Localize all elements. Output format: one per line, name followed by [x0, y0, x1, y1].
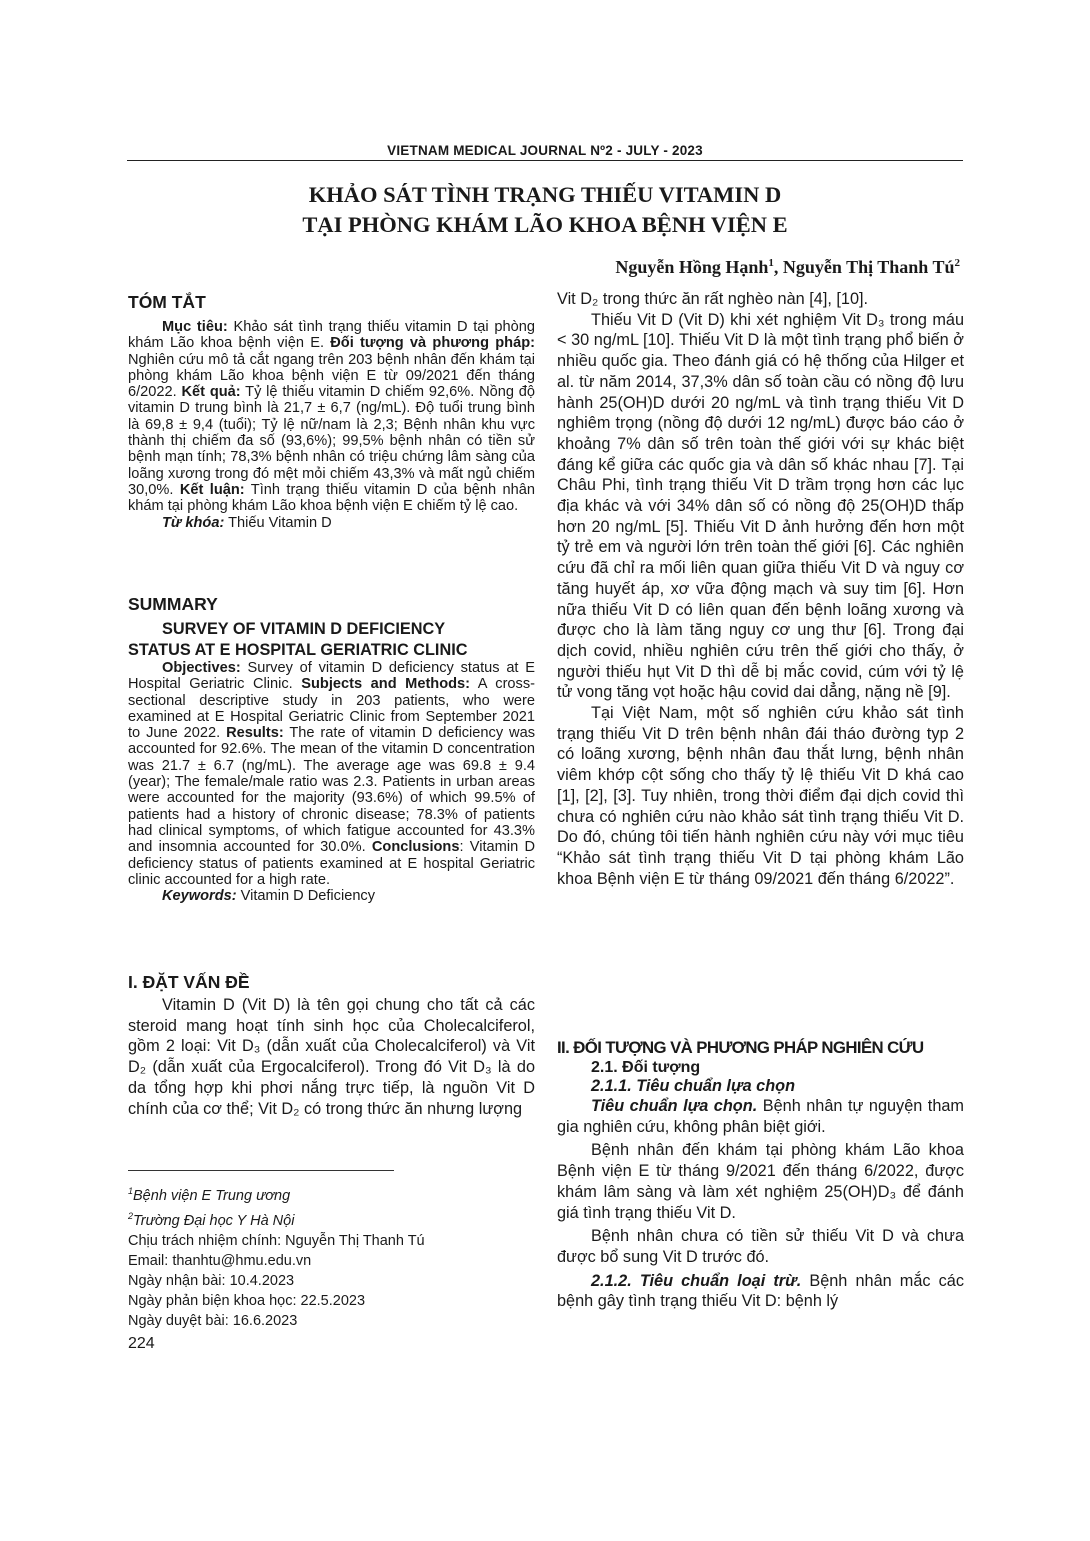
reviewed-date: Ngày phản biện khoa học: 22.5.2023 — [128, 1292, 366, 1309]
author-1: Nguyễn Hồng Hạnh — [615, 257, 769, 277]
keywords-vi-label: Từ khóa: — [162, 514, 225, 531]
keywords-vi — [128, 515, 535, 531]
authors — [615, 257, 960, 278]
affiliation-1-text: Bệnh viện E Trung ương — [133, 1187, 291, 1204]
abstract-vi-body — [128, 319, 535, 515]
methods-text: Nghiên cứu mô tả cắt ngang trên 203 bệnh nhân đến khám tại phòng khám Lão khoa bệnh viện E từ 09/2021 đến tháng 6/2022. — [128, 351, 535, 401]
keywords-en-text: Vitamin D Deficiency — [236, 888, 376, 905]
section-2-paragraph-2: Bệnh nhân đến khám tại phòng khám Lão khoa Bệnh viện E từ tháng 9/2021 đến tháng 6/2022, được khám lâm sàng và làm xét nghiệm 25(OH)D₃ để đánh giá tình trạng thiếu Vit D. — [557, 1141, 964, 1222]
conclusion-label: Kết luận: — [179, 481, 245, 498]
summary-title-line-1: SURVEY OF VITAMIN D DEFICIENCY — [162, 620, 446, 638]
results-en-label: Results: — [226, 725, 284, 742]
section-2-heading: II. ĐỐI TƯỢNG VÀ PHƯƠNG PHÁP NGHIÊN CỨU — [557, 1038, 924, 1057]
inclusion-text: Bệnh nhân tự nguyện tham gia nghiên cứu, không phân biệt giới. — [557, 1097, 964, 1136]
author-2: Nguyễn Thị Thanh Tú — [782, 257, 955, 277]
subjects-methods-label: Subjects and Methods: — [301, 676, 471, 693]
affiliation-2 — [128, 1206, 535, 1231]
affiliation-1 — [128, 1181, 535, 1206]
abstract-heading: TÓM TẮT — [128, 292, 206, 312]
affiliation-2-text: Trường Đại học Y Hà Nội — [133, 1212, 295, 1229]
author-1-affiliation: 1 — [768, 257, 774, 269]
keywords-en-label: Keywords: — [162, 888, 237, 905]
section-1-paragraph-3: Tại Việt Nam, một số nghiên cứu khảo sát tình trạng thiếu Vit D trên bệnh nhân đái tháo đường typ 2 có loãng xương, bệnh nhân đau thắt lưng, bệnh nhân viêm khớp cột sống cho thấy tỷ lệ thiếu Vit D khá cao [1], [2], [3]. Tuy nhiên, trong thời điểm đại dịch covid thì chưa có nghiên cứu nào khảo sát tình trạng thiếu Vit D. Do đó, chúng tôi tiến hành nghiên cứu này với mục tiêu “Khảo sát tình trạng thiếu Vit D tại phòng khám Lão khoa Bệnh viện E từ tháng 09/2021 đến tháng 6/2022”. — [557, 704, 964, 888]
received-date: Ngày nhận bài: 10.4.2023 — [128, 1272, 295, 1289]
paper-title — [0, 180, 1090, 240]
subsection-2-1-1: 2.1.1. Tiêu chuẩn lựa chọn — [591, 1077, 796, 1095]
objective-text: Khảo sát tình trạng thiếu vitamin D tại phòng khám Lão khoa bệnh viện E. — [128, 319, 535, 352]
section-2 — [557, 1038, 964, 1312]
abstract-english — [128, 594, 535, 904]
objectives-text: Survey of vitamin D deficiency status at E Hospital Geriatric Clinic. — [128, 660, 535, 693]
author-2-affiliation: 2 — [954, 257, 960, 269]
accepted-date: Ngày duyệt bài: 16.6.2023 — [128, 1312, 298, 1329]
header-rule — [127, 160, 963, 161]
keywords-en — [128, 888, 535, 904]
section-2-paragraph-4 — [557, 1271, 964, 1312]
abstract-vietnamese — [128, 292, 535, 531]
results-en-text: The rate of vitamin D deficiency was accounted for 92.6%. The mean of the vitamin D concentration was 21.7 ± 6.7 (ng/mL). The average age was 69.8 ± 9.4 (year); The female/male ratio was 2.3. Patients in urban areas were accounted for the majority (93.6%) of which 99.5% of patients had a history of chronic disease; 78.3% of patients had clinical symptoms, of which fatigue accounted for 43.3% and insomnia accounted for 30.0%. — [128, 725, 535, 856]
footnotes — [128, 1181, 535, 1331]
affiliation-1-marker: 1 — [128, 1186, 134, 1196]
footnote-rule — [128, 1170, 394, 1171]
keywords-vi-text: Thiếu Vitamin D — [224, 514, 332, 531]
section-1-paragraph-2: Thiếu Vit D (Vit D) khi xét nghiệm Vit D₃ trong máu < 30 ng/mL [10]. Thiếu Vit D là một tình trạng phổ biến ở nhiều quốc gia. Theo đánh giá có hệ thống của Hilger et al. từ năm 2014, 37,3% dân số toàn cầu có nồng độ lưu hành 25(OH)D dưới 20 ng/mL và tình trạng thiếu Vit D nghiêm trọng (nồng độ dưới 12 ng/mL) được báo cáo ở khoảng 7% dân số trên toàn thế giới với sự khác biệt đáng kể giữa các quốc gia và dân số khác nhau [7]. Tại Châu Phi, tình trạng thiếu Vit D trầm trọng hơn các lục địa khác và với 34% dân số có nồng độ 25(OH)D thấp hơn 20 ng/mL [5]. Thiếu Vit D ảnh hưởng đến hơn một tỷ trẻ em và người lớn trên toàn thế giới [6]. Các nghiên cứu đã chỉ ra mối liên quan giữa thiếu Vit D và nguy cơ tăng huyết áp, xơ vữa động mạch và suy tim [6]. Hơn nữa thiếu Vit D có liên quan đến bệnh loãng xương và được cho là làm tăng nguy cơ ung thư [6]. Trong đại dịch covid, nhiều nghiên cứu trên thế giới cho thấy, ở người thiếu hụt Vit D thì dễ bị mắc covid, cúm với tỷ lệ tử vong tăng vọt hoặc hậu covid dai dẳng, nặng nề [9]. — [557, 310, 964, 702]
exclusion-label: 2.1.2. Tiêu chuẩn loại trừ. — [591, 1271, 802, 1290]
section-1-continued — [557, 289, 964, 889]
corresponding-author: Chịu trách nhiệm chính: Nguyễn Thị Thanh Tú — [128, 1232, 425, 1249]
results-label: Kết quả: — [181, 384, 241, 401]
author-separator: , — [773, 257, 783, 277]
results-text: Tỷ lệ thiếu vitamin D chiếm 92,6%. Nồng độ vitamin D trung bình là 21,7 ± 6,7 (ng/mL). Độ tuổi trung bình là 69,8 ± 9,4 (tuổi); Tỷ lệ nữ/nam là 2,3; Bệnh nhân khu vực thành thị chiếm đa số (93,6%); 99,5% bệnh nhân có tiền sử bệnh mạn tính; 78,3% bệnh nhân có triệu chứng lâm sàng của loãng xương trong đó mệt mỏi chiếm 43,3% và mất ngủ chiếm 30,0%. — [128, 384, 536, 498]
subjects-methods-text: A cross-sectional descriptive study in 203 patients, who were examined at E Hospital Geriatric Clinic from September 2021 to June 2022. — [128, 676, 535, 742]
conclusions-text: : Vitamin D deficiency status of patients examined at E hospital Geriatric clinic accounted for a high rate. — [128, 839, 535, 888]
conclusions-label: Conclusions — [371, 839, 460, 856]
email-line: Email: thanhtu@hmu.edu.vn — [128, 1252, 312, 1269]
section-2-paragraph-3: Bệnh nhân chưa có tiền sử thiếu Vit D và chưa được bổ sung Vit D trước đó. — [557, 1227, 964, 1266]
title-line-2: TẠI PHÒNG KHÁM LÃO KHOA BỆNH VIỆN E — [302, 212, 788, 237]
subsection-2-1: 2.1. Đối tượng — [591, 1059, 701, 1076]
section-1-heading: I. ĐẶT VẤN ĐỀ — [128, 972, 250, 992]
section-2-paragraph-1 — [557, 1096, 964, 1137]
page-number: 224 — [128, 1335, 155, 1352]
methods-label: Đối tượng và phương pháp: — [330, 335, 535, 352]
exclusion-text: Bệnh nhân mắc các bệnh gây tình trạng thiếu Vit D: bệnh lý — [557, 1271, 964, 1311]
section-1 — [128, 972, 535, 1119]
objectives-label: Objectives: — [162, 660, 241, 676]
conclusion-text: Tình trạng thiếu vitamin D của bệnh nhân khám tại phòng khám Lão khoa bệnh viện E chiếm tỷ lệ cao. — [128, 481, 535, 515]
title-line-1: KHẢO SÁT TÌNH TRẠNG THIẾU VITAMIN D — [308, 182, 782, 207]
inclusion-label: Tiêu chuẩn lựa chọn. — [591, 1097, 758, 1115]
section-1-paragraph-1: Vitamin D (Vit D) là tên gọi chung cho tất cả các steroid mang hoạt tính sinh học của Cholecalciferol, gồm 2 loại: Vit D₃ (dẫn xuất của Cholecalciferol) và Vit D₂ (dẫn xuất của Ergocalciferol). Trong đó Vit D₃ là do da tổng hợp khi phơi nắng trực tiếp, là nguồn Vit D chính của cơ thể; Vit D₂ có trong thức ăn nhưng lượng — [128, 996, 535, 1118]
affiliation-2-marker: 2 — [128, 1210, 134, 1221]
journal-header: VIETNAM MEDICAL JOURNAL Nº2 - JULY - 2023 — [387, 143, 703, 158]
objective-label: Mục tiêu: — [162, 319, 228, 335]
section-1-paragraph-1-continued: Vit D₂ trong thức ăn rất nghèo nàn [4], [10]. — [557, 290, 869, 308]
abstract-en-body — [128, 660, 535, 888]
summary-heading: SUMMARY — [128, 594, 218, 614]
summary-title-line-2: STATUS AT E HOSPITAL GERIATRIC CLINIC — [128, 640, 468, 659]
